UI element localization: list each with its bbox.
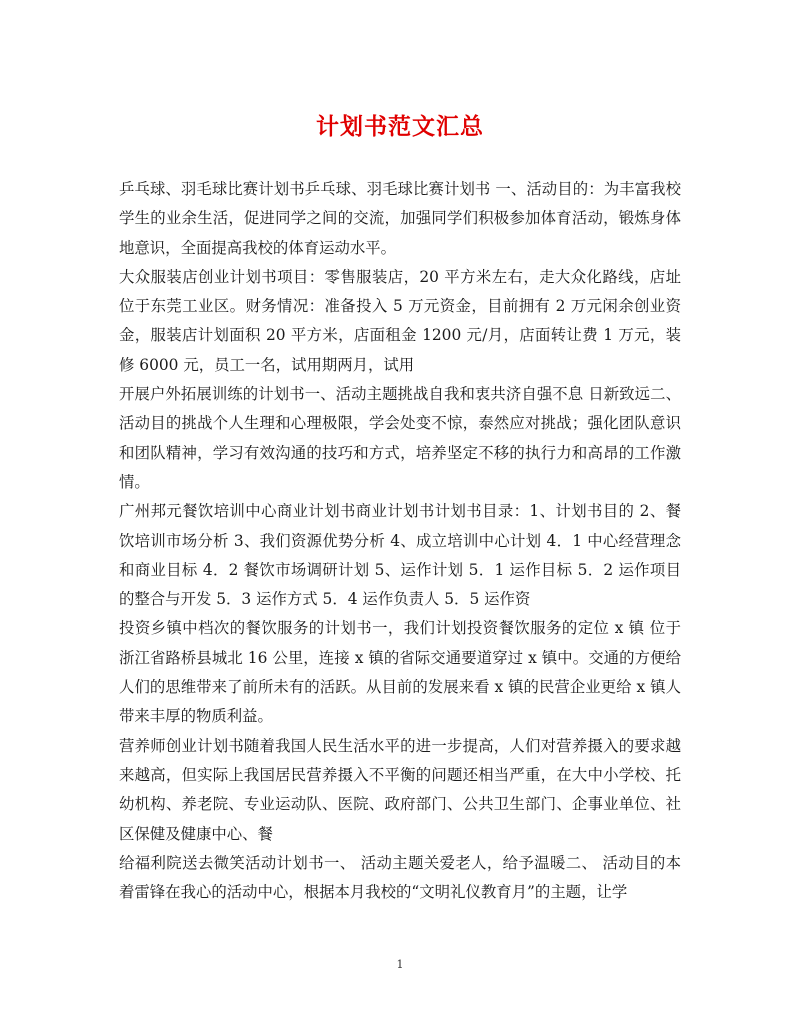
paragraph-outdoor-training-plan: 开展户外拓展训练的计划书一、活动主题挑战自我和衷共济自强不息 日新致远二、活动目的挑战个人生理和心理极限，学会处变不惊，泰然应对挑战；强化团队意识和团队精神，学习有效沟通的技巧和方式，培养坚定不移的执行力和高昂的工作激情。 (119, 385, 681, 491)
document-title: 计划书范文汇总 (316, 113, 484, 140)
paragraph-table-tennis-badminton-plan: 乒乓球、羽毛球比赛计划书乒乓球、羽毛球比赛计划书 一、活动目的：为丰富我校学生的业余生活，促进同学之间的交流，加强同学们积极参加体育活动，锻炼身体地意识，全面提高我校的体育运动水平。 (119, 180, 681, 257)
paragraph-township-catering-plan: 投资乡镇中档次的餐饮服务的计划书一，我们计划投资餐饮服务的定位 x 镇 位于浙江省路桥县城北 16 公里，连接 x 镇的省际交通要道穿过 x 镇中。交通的方便给人们的思维带来了前所未有的活跃。从目前的发展来看 x 镇的民营企业更给 x 镇人带来丰厚的物质利益。 (119, 619, 681, 726)
paragraph-welfare-home-plan: 给福利院送去微笑活动计划书一、 活动主题关爱老人，给予温暖二、 活动目的本着雷锋在我心的活动中心，根据本月我校的“文明礼仪教育月”的主题，让学 (119, 853, 681, 902)
paragraph-catering-training-plan: 广州邦元餐饮培训中心商业计划书商业计划书计划书目录：1、计划书目的 2、餐饮培训市场分析 3、我们资源优势分析 4、成立培训中心计划 4．1 中心经营理念和商业目标 4．2 餐饮市场调研计划 5、运作计划 5．1 运作目标 5．2 运作项目的整合与开发 5．3 运作方式 5．4 运作负责人 5．5 运作资 (119, 502, 681, 609)
document-body (119, 175, 681, 907)
paragraph-nutritionist-plan: 营养师创业计划书随着我国人民生活水平的进一步提高，人们对营养摄入的要求越来越高，但实际上我国居民营养摄入不平衡的问题还相当严重，在大中小学校、托幼机构、养老院、专业运动队、医院、政府部门、公共卫生部门、企事业单位、社区保健及健康中心、餐 (119, 736, 681, 843)
paragraph-clothing-store-plan: 大众服装店创业计划书项目：零售服装店，20 平方米左右，走大众化路线，店址位于东莞工业区。财务情况：准备投入 5 万元资金，目前拥有 2 万元闲余创业资金，服装店计划面积 20 平方米，店面租金 1200 元/月，店面转让费 1 万元，装修 6000 元，员工一名，试用期两月，试用 (119, 267, 681, 374)
page-number: 1 (396, 958, 404, 971)
